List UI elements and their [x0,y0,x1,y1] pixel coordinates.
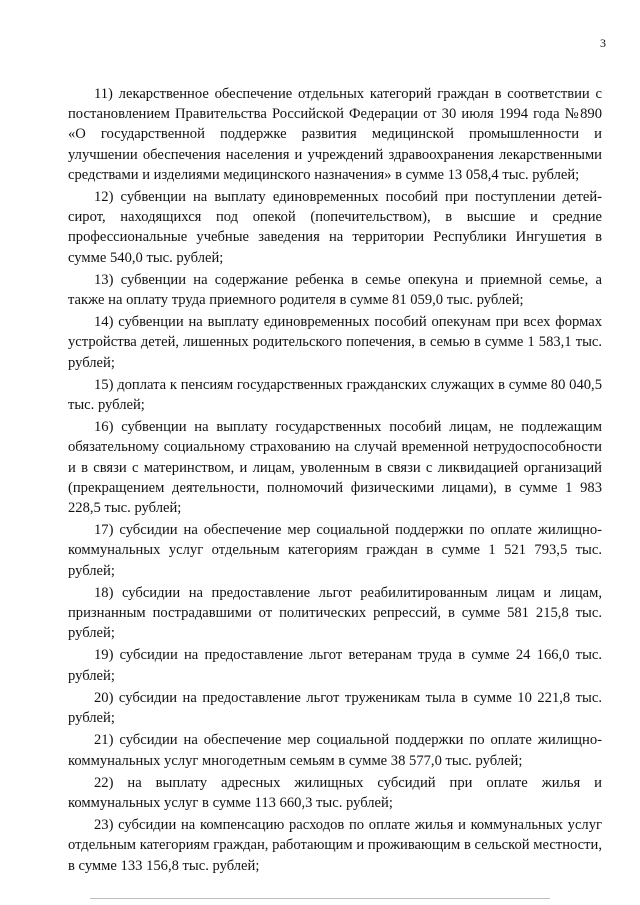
list-item: 15) доплата к пенсиям государственных гражданских служащих в сумме 80 040,5 тыс. рублей; [68,376,602,414]
list-item: 11) лекарственное обеспечение отдельных категорий граждан в соответствии с постановлением Правительства Российской Федерации от 30 июля 1994 года №890 «О государственной поддержке развития медицинской промышленности и улучшении обеспечения населения и учреждений здравоохранения лекарственными средствами и изделиями медицинского назначения» в сумме 13 058,4 тыс. рублей; [68,86,602,183]
list-item: 21) субсидии на обеспечение мер социальной поддержки по оплате жилищно-коммунальных услуг многодетным семьям в сумме 38 577,0 тыс. рублей; [68,732,602,769]
list-item: 13) субвенции на содержание ребенка в семье опекуна и приемной семье, а также на оплату труда приемного родителя в сумме 81 059,0 тыс. рублей; [68,271,602,309]
list-item: 18) субсидии на предоставление льгот реабилитированным лицам и лицам, признанным пострадавшими от политических репрессий, в сумме 581 215,8 тыс. рублей; [68,584,602,642]
list-item: 16) субвенции на выплату государственных пособий лицам, не подлежащим обязательному социальному страхованию на случай временной нетрудоспособности и в связи с материнством, и лицам, уволенным в связи с ликвидацией организаций (прекращением деятельности, полномочий физическими лицами), в сумме 1 983 228,5 тыс. рублей; [68,419,602,517]
document-body [68,84,602,876]
list-item: 22) на выплату адресных жилищных субсидий при оплате жилья и коммунальных услуг в сумме 113 660,3 тыс. рублей; [68,774,602,811]
list-item: 17) субсидии на обеспечение мер социальной поддержки по оплате жилищно-коммунальных услуг отдельным категориям граждан в сумме 1 521 793,5 тыс. рублей; [68,522,602,579]
list-item: 14) субвенции на выплату единовременных пособий опекунам при всех формах устройства детей, лишенных родительского попечения, в семью в сумме 1 583,1 тыс. рублей; [68,314,602,371]
list-item: 19) субсидии на предоставление льгот ветеранам труда в сумме 24 166,0 тыс. рублей; [68,647,602,684]
list-item: 20) субсидии на предоставление льгот труженикам тыла в сумме 10 221,8 тыс. рублей; [68,689,602,727]
list-item: 12) субвенции на выплату единовременных пособий при поступлении детей-сирот, находящихся под опекой (попечительством), в высшие и средние профессиональные учебные заведения на территории Республики Ингушетия в сумме 540,0 тыс. рублей; [68,189,602,266]
list-item: 23) субсидии на компенсацию расходов по оплате жилья и коммунальных услуг отдельным категориям граждан, работающим и проживающим в сельской местности, в сумме 133 156,8 тыс. рублей; [68,817,602,874]
bottom-scan-edge [90,898,550,899]
page-number: 3 [600,36,606,50]
